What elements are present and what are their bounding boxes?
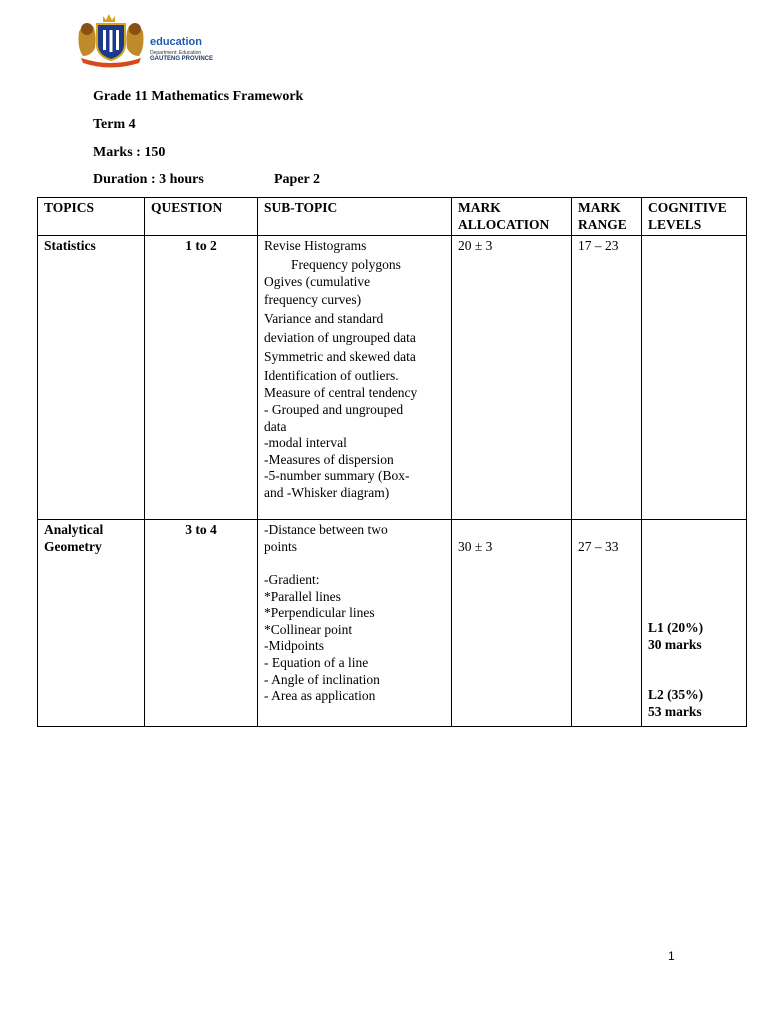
subtopic-line: - Grouped and ungrouped bbox=[264, 401, 404, 417]
duration-label: Duration : 3 hours bbox=[93, 172, 204, 187]
cognitive-l1-label: L1 (20%) bbox=[648, 620, 704, 636]
subtopic-line: and -Whisker diagram) bbox=[264, 484, 390, 500]
subtopic-line: Revise Histograms bbox=[264, 238, 367, 254]
header-cognitive-levels: COGNITIVE LEVELS bbox=[642, 198, 747, 236]
subtopic-line: -5-number summary (Box- bbox=[264, 468, 410, 484]
subtopic-line: Symmetric and skewed data bbox=[264, 349, 416, 365]
table-row bbox=[38, 236, 747, 520]
subtopic-line: -modal interval bbox=[264, 435, 347, 451]
subtopic-line: deviation of ungrouped data bbox=[264, 330, 416, 346]
logo-text-education: education bbox=[150, 36, 202, 48]
header-question: QUESTION bbox=[145, 198, 258, 236]
topic-cell: Analytical Geometry bbox=[38, 520, 145, 727]
subtopic-cell bbox=[258, 520, 452, 727]
subtopic-line: -Gradient: bbox=[264, 571, 320, 587]
cognitive-l2-label: L2 (35%) bbox=[648, 687, 704, 703]
mark-range-cell: 17 – 23 bbox=[572, 236, 642, 520]
header-mark-range: MARK RANGE bbox=[572, 198, 642, 236]
subtopic-line: - Angle of inclination bbox=[264, 671, 380, 687]
subtopic-line: -Measures of dispersion bbox=[264, 451, 394, 467]
table-row bbox=[38, 520, 747, 727]
subtopic-line: Measure of central tendency bbox=[264, 385, 418, 401]
subtopic-spacer bbox=[264, 555, 445, 572]
mark-range-cell: 27 – 33 bbox=[572, 520, 642, 727]
term-label: Term 4 bbox=[93, 117, 136, 132]
header-topics: TOPICS bbox=[38, 198, 145, 236]
header-mark-allocation: MARK ALLOCATION bbox=[452, 198, 572, 236]
mark-allocation-cell: 20 ± 3 bbox=[452, 236, 572, 520]
mark-allocation-cell: 30 ± 3 bbox=[452, 520, 572, 727]
header-subtopic: SUB-TOPIC bbox=[258, 198, 452, 236]
subtopic-line: data bbox=[264, 418, 287, 434]
subtopic-line: - Area as application bbox=[264, 688, 376, 704]
subtopic-line: *Collinear point bbox=[264, 621, 353, 637]
subtopic-cell bbox=[258, 236, 452, 520]
subtopic-line: Variance and standard bbox=[264, 311, 384, 327]
subtopic-line: Frequency polygons bbox=[291, 256, 401, 272]
subtopic-line: *Perpendicular lines bbox=[264, 605, 375, 621]
cognitive-l1-marks: 30 marks bbox=[648, 636, 702, 652]
page-number: 1 bbox=[668, 949, 675, 963]
cognitive-levels-cell bbox=[642, 236, 747, 520]
subtopic-line: -Distance between two bbox=[264, 522, 388, 538]
subtopic-line: Ogives (cumulative bbox=[264, 273, 371, 289]
question-cell: 3 to 4 bbox=[145, 520, 258, 727]
subtopic-line: -Midpoints bbox=[264, 638, 325, 654]
marks-label: Marks : 150 bbox=[93, 145, 166, 160]
topic-cell: Statistics bbox=[38, 236, 145, 520]
subtopic-line: points bbox=[264, 538, 298, 554]
logo-text-province: GAUTENG PROVINCE bbox=[150, 56, 214, 62]
subtopic-line: Identification of outliers. bbox=[264, 368, 399, 384]
subtopic-line: frequency curves) bbox=[264, 292, 362, 308]
gauteng-education-logo bbox=[73, 12, 213, 68]
paper-label: Paper 2 bbox=[274, 172, 321, 187]
subtopic-line: *Parallel lines bbox=[264, 588, 341, 604]
coat-of-arms-icon bbox=[73, 12, 149, 68]
question-cell: 1 to 2 bbox=[145, 236, 258, 520]
cognitive-levels-cell bbox=[642, 520, 747, 727]
subtopic-line: - Equation of a line bbox=[264, 654, 369, 670]
cognitive-l2-marks: 53 marks bbox=[648, 703, 702, 719]
document-title: Grade 11 Mathematics Framework bbox=[93, 89, 304, 104]
framework-table bbox=[37, 197, 747, 727]
logo-text-department: Department: Education bbox=[150, 50, 202, 56]
table-header-row bbox=[38, 198, 747, 236]
